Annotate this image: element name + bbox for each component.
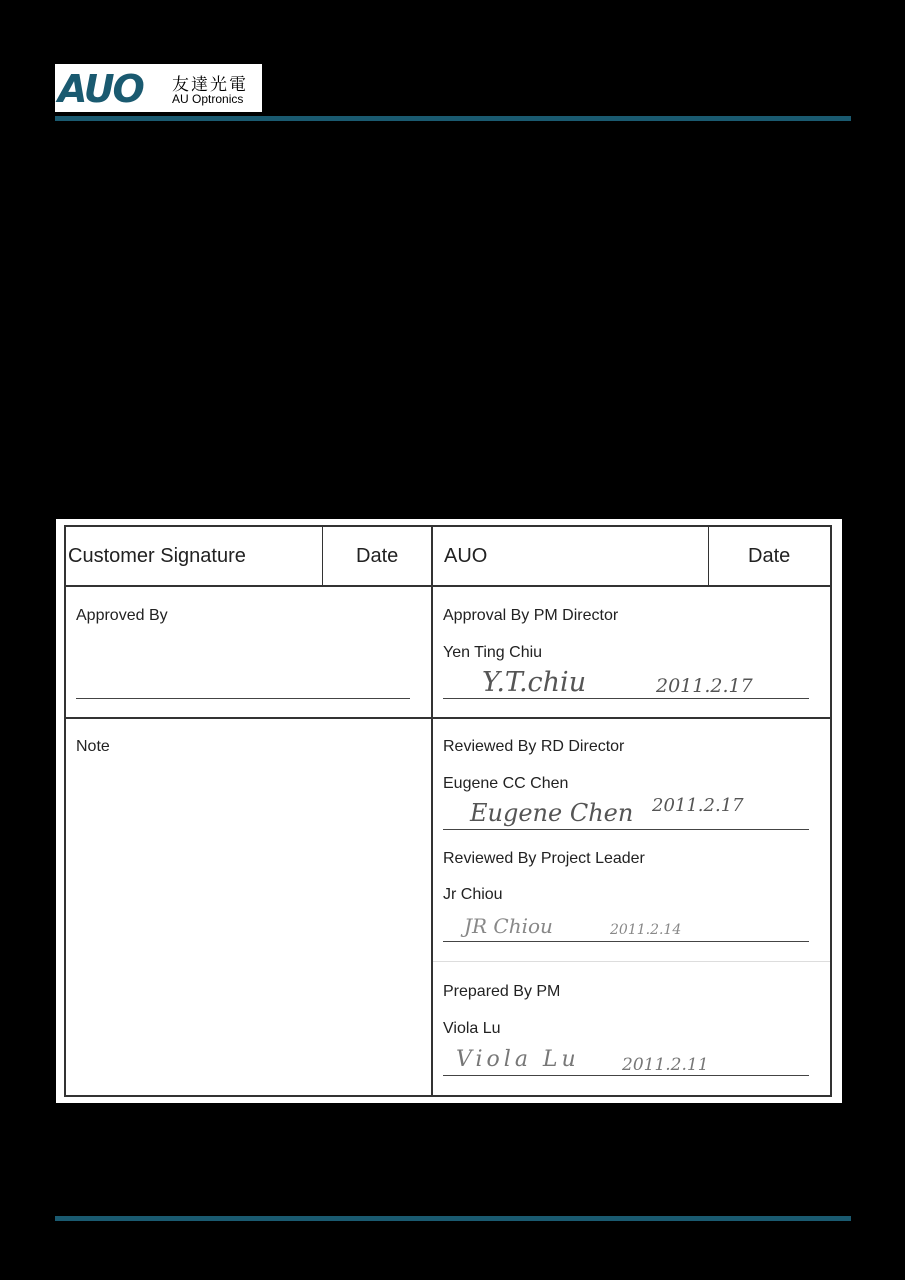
- customer-signature-line: [76, 698, 410, 699]
- pm-signature: Viola Lu: [456, 1047, 580, 1072]
- project-leader-name: Jr Chiou: [443, 886, 503, 903]
- table-header-rule: [66, 585, 830, 587]
- rd-director-signature: Eugene Chen: [470, 799, 634, 827]
- pm-name: Viola Lu: [443, 1020, 501, 1037]
- company-logo: [55, 64, 262, 112]
- pm-signature-line: [443, 1075, 809, 1076]
- signature-table: [64, 525, 832, 1097]
- table-row-rule: [66, 717, 830, 719]
- project-leader-signature: JR Chiou: [464, 914, 553, 938]
- project-leader-role: Reviewed By Project Leader: [443, 850, 645, 867]
- header-date-right: Date: [748, 545, 791, 567]
- table-divider-date-left: [322, 527, 323, 585]
- header-auo: AUO: [444, 545, 488, 567]
- header-date-left: Date: [356, 545, 399, 567]
- section-separator: [433, 961, 830, 962]
- header-rule: [55, 116, 851, 121]
- pm-role: Prepared By PM: [443, 983, 561, 1000]
- logo-english-name: AU Optronics: [172, 92, 244, 106]
- pm-director-signature: Y.T.chiu: [482, 667, 587, 698]
- rd-director-name: Eugene CC Chen: [443, 775, 569, 792]
- rd-director-signature-date: 2011.2.17: [652, 795, 744, 816]
- project-leader-signature-line: [443, 941, 809, 942]
- project-leader-signature-date: 2011.2.14: [610, 922, 682, 938]
- approved-by-label: Approved By: [76, 607, 168, 624]
- logo-mark: AUO: [58, 67, 143, 111]
- note-label: Note: [76, 738, 110, 755]
- table-divider-center: [431, 527, 433, 1095]
- footer-rule: [55, 1216, 851, 1221]
- pm-director-name: Yen Ting Chiu: [443, 644, 543, 661]
- table-divider-date-right: [708, 527, 709, 585]
- pm-director-signature-line: [443, 698, 809, 699]
- rd-director-signature-line: [443, 829, 809, 830]
- signature-sheet: [56, 519, 842, 1103]
- logo-chinese-name: 友達光電: [172, 75, 248, 95]
- rd-director-role: Reviewed By RD Director: [443, 738, 625, 755]
- pm-director-role: Approval By PM Director: [443, 607, 619, 624]
- pm-signature-date: 2011.2.11: [622, 1055, 709, 1075]
- header-customer-signature: Customer Signature: [68, 545, 246, 567]
- pm-director-signature-date: 2011.2.17: [656, 675, 753, 697]
